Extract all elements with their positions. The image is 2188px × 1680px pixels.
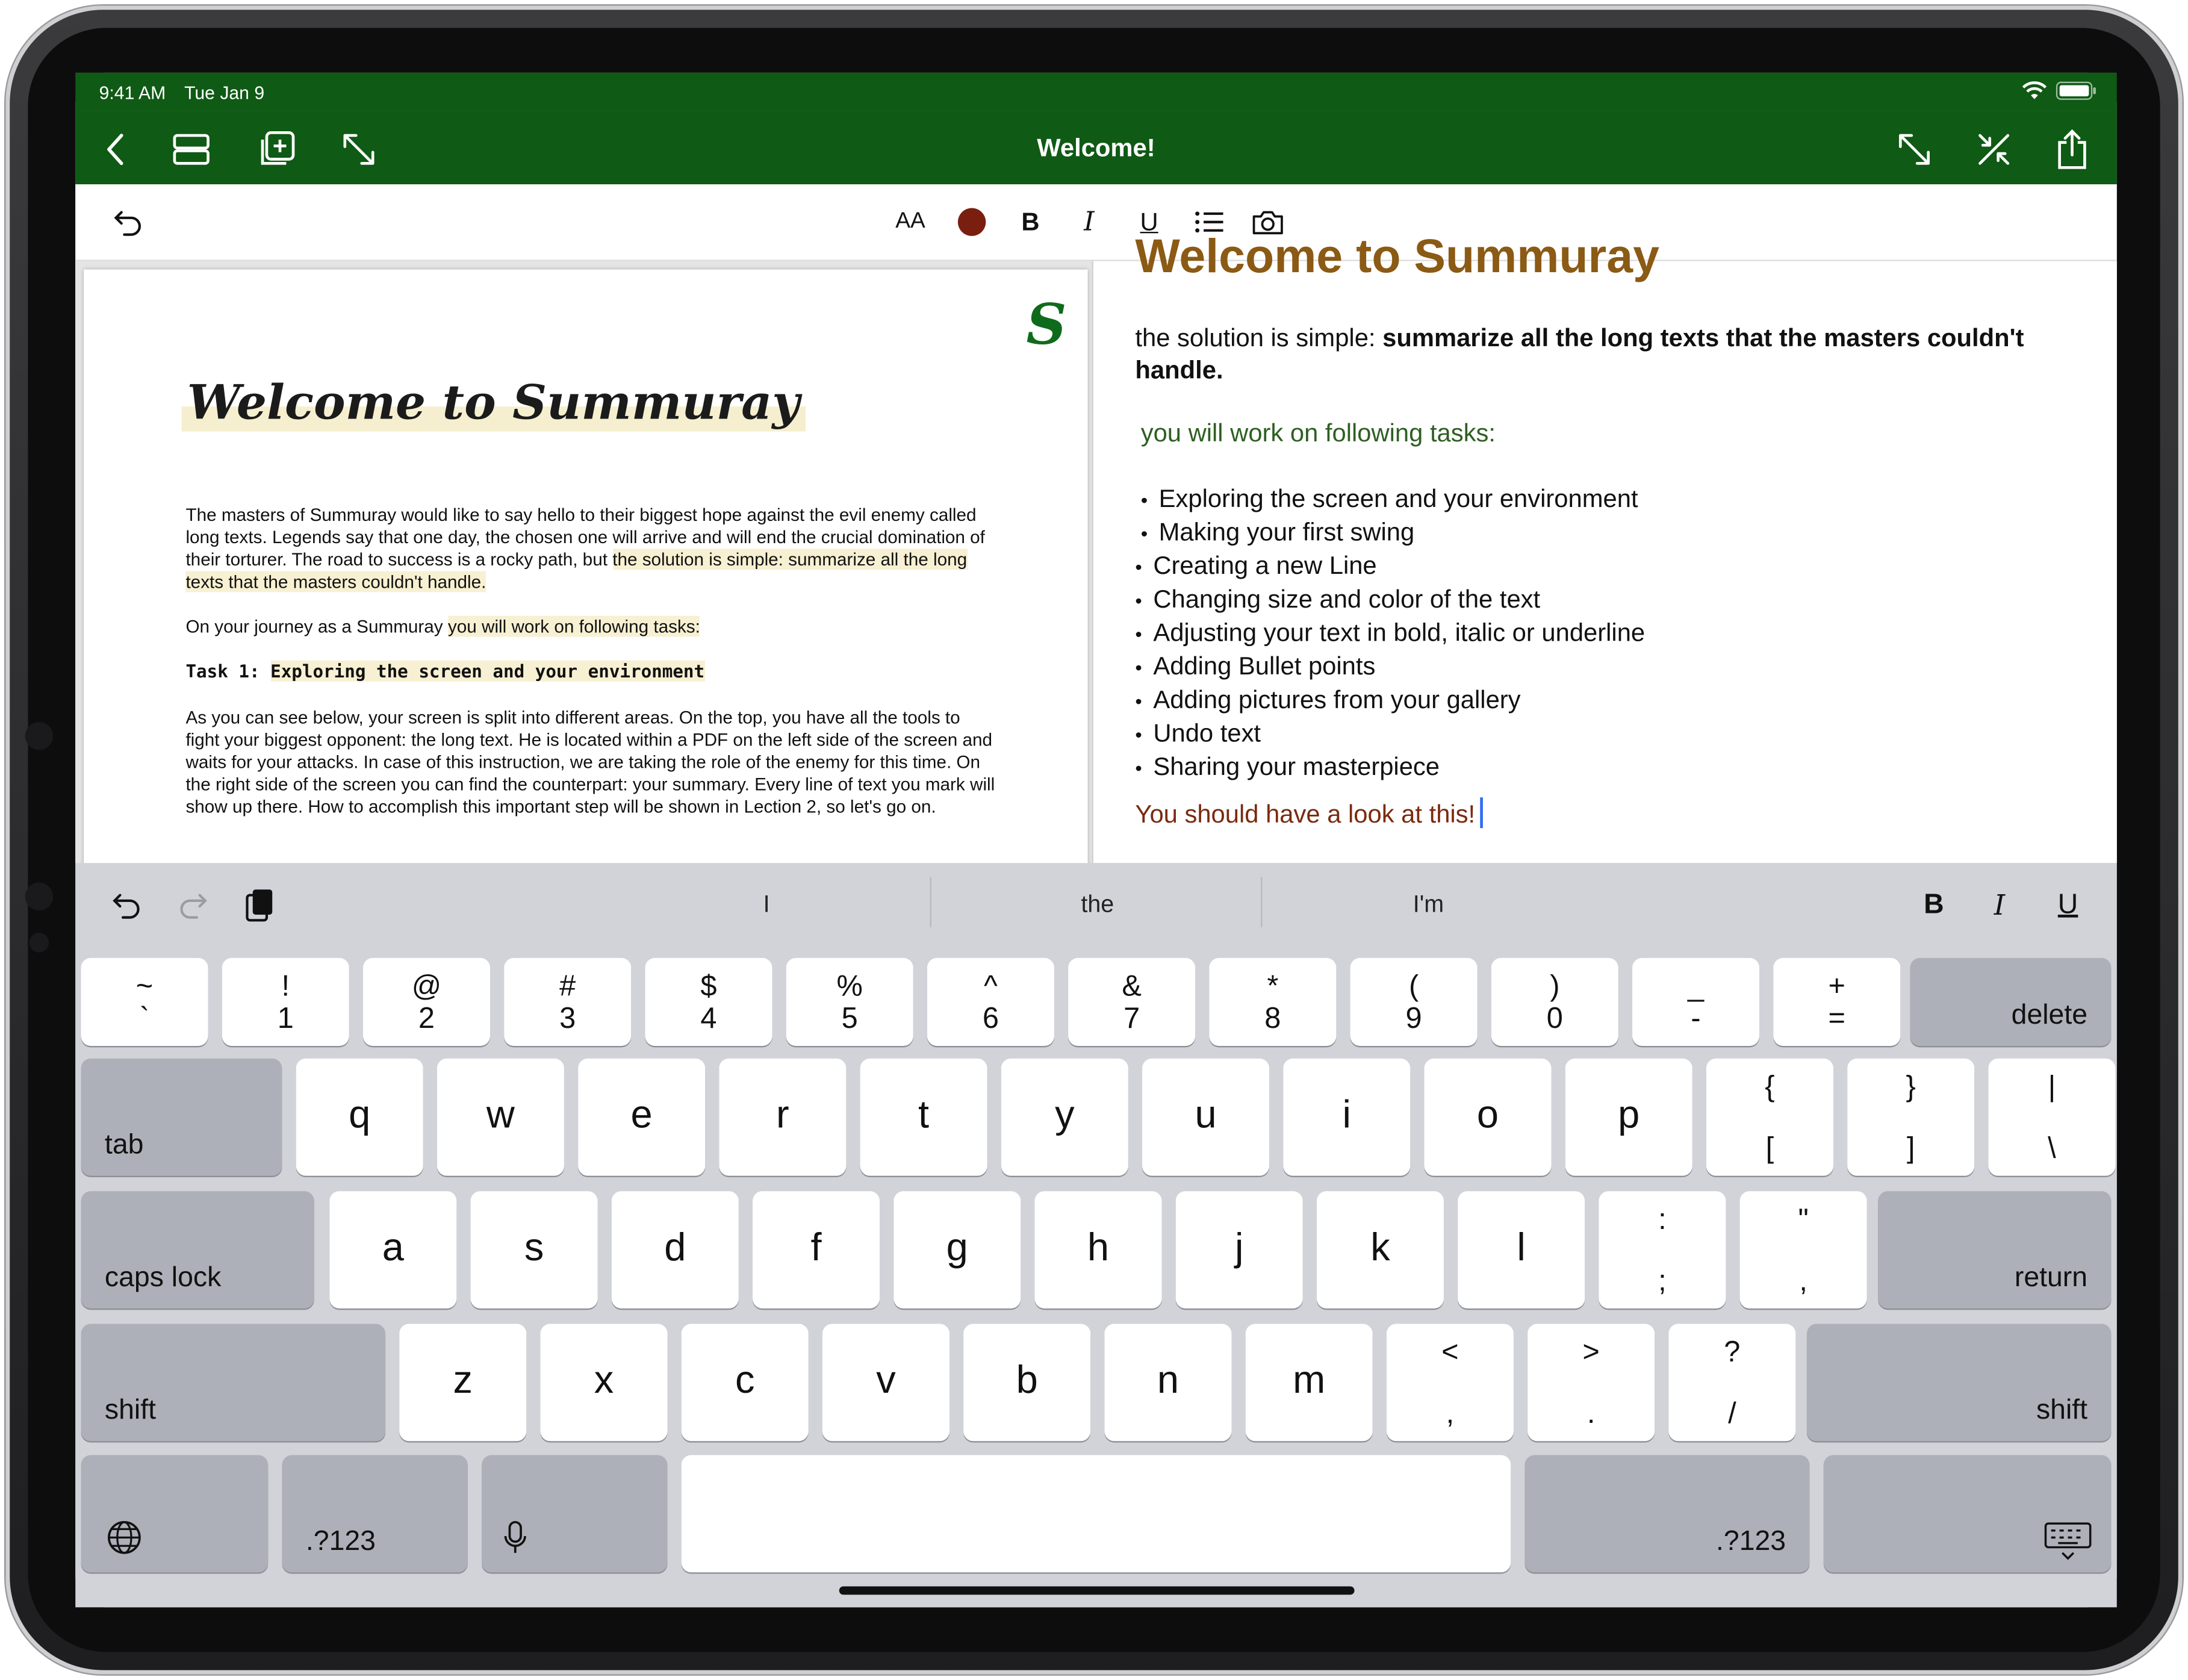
key-char: m (1293, 1358, 1326, 1401)
list-item: • Making your first swing (1141, 517, 1645, 550)
symbol-key[interactable] (1528, 1324, 1655, 1442)
summary-bullet-list (1135, 483, 1645, 785)
pdf-text: On your journey as a Summuray (185, 615, 448, 637)
letter-key-o[interactable] (1424, 1059, 1551, 1176)
letter-key-z[interactable] (399, 1324, 526, 1442)
key-shift-char: } (1906, 1071, 1916, 1104)
key-shift-char: { (1765, 1071, 1775, 1104)
key-char: n (1157, 1358, 1179, 1401)
letter-key-r[interactable] (719, 1059, 846, 1176)
letter-key-y[interactable] (1001, 1059, 1128, 1176)
side-button (25, 883, 53, 910)
nav-title: Welcome! (1037, 134, 1155, 163)
key-char: k (1370, 1225, 1390, 1269)
key-char: d (664, 1225, 686, 1269)
caps-lock-key[interactable] (81, 1191, 314, 1308)
summary-text: the solution is simple: (1135, 324, 1383, 352)
shift-label: shift (2036, 1395, 2088, 1426)
shift-label: shift (104, 1395, 157, 1426)
key-char: 3 (559, 1003, 576, 1035)
letter-key-c[interactable] (682, 1324, 809, 1442)
keyboard-undo-icon[interactable] (108, 885, 147, 924)
numbers-label: .?123 (1716, 1526, 1786, 1557)
key-shift-char: ! (281, 970, 290, 1003)
keyboard-dismiss-icon (2044, 1522, 2092, 1561)
key-char: 5 (841, 1003, 858, 1035)
text-cursor (1479, 797, 1482, 828)
key-char: e (630, 1092, 653, 1136)
key-shift-char: % (836, 970, 863, 1003)
key-shift-char: * (1267, 970, 1279, 1003)
key-char: o (1476, 1092, 1499, 1136)
color-swatch (958, 208, 986, 236)
key-char: 6 (982, 1003, 999, 1035)
letter-key-h[interactable] (1034, 1191, 1161, 1308)
number-key[interactable] (1350, 958, 1478, 1046)
status-time: 9:41 AM (99, 82, 166, 104)
key-char: - (1691, 1003, 1701, 1035)
number-key[interactable] (504, 958, 631, 1046)
key-char: 0 (1546, 1003, 1563, 1035)
letter-key-s[interactable] (471, 1191, 598, 1308)
letter-key-a[interactable] (329, 1191, 456, 1308)
key-char: \ (2048, 1132, 2056, 1165)
number-key[interactable] (1632, 958, 1759, 1046)
summary-editor[interactable] (1093, 230, 2117, 863)
key-char: = (1828, 1003, 1845, 1035)
pdf-title-text: Welcome to Summuray (181, 376, 805, 432)
list-item: • Sharing your masterpiece (1135, 751, 1645, 785)
key-char: q (349, 1092, 371, 1136)
symbol-key[interactable] (1387, 1324, 1514, 1442)
key-char: 1 (277, 1003, 294, 1035)
symbol-key[interactable] (1668, 1324, 1795, 1442)
letter-key-m[interactable] (1246, 1324, 1373, 1442)
number-key[interactable] (786, 958, 913, 1046)
letter-key-u[interactable] (1142, 1059, 1269, 1176)
pdf-page[interactable] (84, 270, 1087, 870)
task-highlight[interactable]: Exploring the screen and your environment (270, 660, 705, 682)
letter-key-k[interactable] (1317, 1191, 1444, 1308)
key-char: , (1446, 1398, 1455, 1430)
number-key[interactable] (81, 958, 208, 1046)
letter-key-j[interactable] (1176, 1191, 1303, 1308)
key-shift-char: : (1658, 1204, 1667, 1236)
key-char: v (876, 1358, 896, 1401)
content-area (75, 230, 2117, 863)
key-char: ; (1658, 1265, 1667, 1298)
key-char: h (1087, 1225, 1110, 1269)
format-toolbar (75, 184, 2117, 261)
number-key[interactable] (927, 958, 1054, 1046)
letter-key-d[interactable] (612, 1191, 739, 1308)
symbol-key[interactable] (1847, 1059, 1974, 1176)
number-key[interactable] (1068, 958, 1195, 1046)
side-button (30, 933, 49, 952)
letter-key-v[interactable] (822, 1324, 949, 1442)
text-size-button[interactable] (889, 204, 931, 240)
key-shift-char: " (1798, 1204, 1809, 1236)
key-shift-char: $ (700, 970, 717, 1003)
key-char: c (735, 1358, 755, 1401)
pdf-highlight[interactable]: you will work on following tasks: (447, 615, 700, 637)
pdf-panel[interactable] (75, 261, 1092, 863)
key-shift-char: ~ (135, 970, 154, 1003)
suggestion-2[interactable]: the (1081, 891, 1114, 918)
italic-button[interactable]: I (1084, 207, 1095, 238)
key-char: y (1055, 1092, 1075, 1136)
key-char: x (594, 1358, 614, 1401)
keyboard-italic-button[interactable]: I (1994, 888, 2006, 922)
left-shift-key[interactable] (81, 1324, 386, 1442)
caps-lock-label: caps lock (104, 1262, 222, 1293)
summary-tasks-heading: you will work on following tasks: (1140, 418, 1496, 447)
home-indicator[interactable] (839, 1586, 1355, 1594)
letter-key-e[interactable] (578, 1059, 705, 1176)
key-char: f (810, 1225, 822, 1269)
pdf-task-heading[interactable] (185, 661, 995, 683)
key-shift-char: > (1582, 1336, 1600, 1369)
paste-icon[interactable] (240, 885, 279, 924)
key-char: j (1234, 1225, 1244, 1269)
letter-key-p[interactable] (1565, 1059, 1692, 1176)
number-key[interactable] (1773, 958, 1900, 1046)
list-item: • Creating a new Line (1135, 550, 1645, 584)
list-item: • Changing size and color of the text (1135, 583, 1645, 617)
tab-key[interactable] (81, 1059, 282, 1176)
key-char: b (1016, 1358, 1038, 1401)
side-button (25, 722, 53, 750)
text-color-button[interactable] (954, 204, 990, 240)
letter-key-w[interactable] (437, 1059, 564, 1176)
letter-key-q[interactable] (296, 1059, 423, 1176)
list-item: • Adjusting your text in bold, italic or underline (1135, 617, 1645, 651)
summary-last-line (1135, 797, 1482, 829)
letter-key-t[interactable] (860, 1059, 987, 1176)
key-char: 4 (700, 1003, 717, 1035)
key-char: i (1342, 1092, 1351, 1136)
key-char: . (1587, 1398, 1596, 1430)
letter-key-x[interactable] (540, 1324, 667, 1442)
bold-button[interactable]: B (1021, 207, 1040, 235)
key-shift-char: @ (411, 970, 442, 1003)
key-char: g (946, 1225, 968, 1269)
key-char: [ (1765, 1132, 1774, 1165)
letter-key-b[interactable] (963, 1324, 1090, 1442)
space-bar[interactable] (682, 1455, 1511, 1573)
keyboard-bold-button[interactable]: B (1924, 889, 1944, 920)
suggestion-divider (1261, 877, 1262, 927)
key-shift-char: | (2048, 1071, 2056, 1104)
key-shift-char: ( (1408, 970, 1419, 1003)
list-item: • Undo text (1135, 718, 1645, 751)
battery-icon (2056, 81, 2098, 101)
keyboard (75, 863, 2117, 1607)
key-char: s (524, 1225, 544, 1269)
number-key[interactable] (1491, 958, 1618, 1046)
key-char: ] (1906, 1132, 1915, 1165)
keyboard-redo-icon[interactable] (173, 885, 213, 924)
number-key[interactable] (645, 958, 772, 1046)
dictation-key[interactable] (482, 1455, 667, 1573)
status-date: Tue Jan 9 (184, 82, 265, 104)
keyboard-toolbar (75, 863, 2117, 947)
list-item: • Adding Bullet points (1135, 651, 1645, 685)
share-icon[interactable] (2051, 128, 2093, 170)
list-item: • Exploring the screen and your environment (1141, 483, 1645, 517)
microphone-icon (503, 1519, 528, 1555)
globe-key[interactable] (81, 1455, 269, 1573)
summuray-logo: S (1026, 291, 1067, 358)
key-char: l (1517, 1225, 1526, 1269)
tab-label: tab (104, 1130, 144, 1161)
letter-key-n[interactable] (1104, 1324, 1231, 1442)
number-key[interactable] (1209, 958, 1336, 1046)
right-shift-key[interactable] (1807, 1324, 2112, 1442)
key-shift-char: _ (1687, 970, 1705, 1003)
text-size-label: AA (895, 209, 925, 234)
suggestion-1[interactable]: I (763, 891, 770, 918)
key-char: r (776, 1092, 789, 1136)
key-char: w (486, 1092, 515, 1136)
nav-bar (75, 112, 2117, 185)
pdf-paragraph-3[interactable]: As you can see below, your screen is split into different areas. On the top, you have all the tools to fight your biggest opponent: the long text. He is located within a PDF on the left side of the screen and waits for your attacks. In case of this instruction, we are taking the role of the enemy for this time. On the right side of the screen you can find the counterpart: your summary. Every line of text you mark will show up there. How to accomplish this important step will be shown in Lection 2, so let's go on. (185, 706, 995, 817)
globe-icon (106, 1519, 142, 1555)
letter-key-i[interactable] (1283, 1059, 1410, 1176)
key-char: t (918, 1092, 930, 1136)
symbol-key[interactable] (1706, 1059, 1833, 1176)
pdf-paragraph-2[interactable] (185, 616, 995, 638)
numbers-key[interactable] (282, 1455, 467, 1573)
key-char: z (453, 1358, 473, 1401)
summary-title: Welcome to Summuray (1135, 230, 1659, 284)
pdf-highlight[interactable]: the solution is simple: summarize all the long texts that the masters couldn't handle. (185, 549, 968, 593)
dismiss-keyboard-key[interactable] (1824, 1455, 2112, 1573)
key-shift-char: + (1828, 970, 1845, 1003)
key-shift-char: ? (1724, 1336, 1741, 1369)
task-label: Task 1: (185, 660, 271, 682)
key-shift-char: ) (1550, 970, 1560, 1003)
pdf-text: The masters of Summuray would like to say hello to their biggest hope against the evil enemy called long texts. Legends say that one day, the chosen one will arrive and will end the crucial domination of their torturer. The road to success is a rocky path, but (185, 504, 985, 570)
key-char: 7 (1124, 1003, 1140, 1035)
return-label: return (2014, 1262, 2088, 1293)
key-char: 2 (418, 1003, 435, 1035)
key-char: ` (139, 1003, 150, 1035)
key-shift-char: < (1441, 1336, 1459, 1369)
number-key[interactable] (363, 958, 490, 1046)
key-char: 8 (1264, 1003, 1281, 1035)
collapse-icon[interactable] (1973, 128, 2015, 170)
key-char: u (1195, 1092, 1217, 1136)
pdf-title (181, 376, 805, 432)
key-char: a (382, 1225, 404, 1269)
summary-line-1 (1135, 323, 2098, 387)
key-shift-char: & (1122, 970, 1142, 1003)
key-char: 9 (1405, 1003, 1422, 1035)
key-char: / (1728, 1398, 1736, 1430)
summary-brown-text: You should have a look at this! (1135, 800, 1476, 829)
expand-summary-icon[interactable] (1894, 128, 1936, 170)
key-shift-char: # (559, 970, 576, 1003)
key-char: , (1799, 1265, 1807, 1298)
delete-key[interactable] (1910, 958, 2112, 1046)
return-key[interactable] (1878, 1191, 2111, 1308)
keyboard-underline-button[interactable]: U (2057, 889, 2078, 920)
summary-bold-text: summarize all the long texts that the masters couldn't handle. (1135, 324, 2024, 384)
suggestion-divider (930, 877, 931, 927)
key-char: p (1618, 1092, 1640, 1136)
number-key[interactable] (222, 958, 349, 1046)
letter-key-l[interactable] (1458, 1191, 1585, 1308)
letter-key-f[interactable] (753, 1191, 880, 1308)
pdf-paragraph-1[interactable] (185, 504, 995, 593)
letter-key-g[interactable] (894, 1191, 1021, 1308)
numbers-key-right[interactable] (1524, 1455, 1809, 1573)
symbol-key[interactable] (1740, 1191, 1867, 1308)
numbers-label: .?123 (305, 1526, 376, 1557)
undo-icon[interactable] (110, 204, 146, 240)
key-shift-char: ^ (983, 970, 998, 1003)
underline-button[interactable]: U (1140, 207, 1158, 235)
symbol-key[interactable] (1988, 1059, 2115, 1176)
list-item: • Adding pictures from your gallery (1135, 684, 1645, 718)
screen (75, 73, 2117, 1608)
symbol-key[interactable] (1599, 1191, 1726, 1308)
wifi-icon (2022, 82, 2047, 100)
suggestion-3[interactable]: I'm (1413, 891, 1444, 918)
status-bar (75, 73, 2117, 112)
delete-label: delete (2011, 1000, 2088, 1031)
